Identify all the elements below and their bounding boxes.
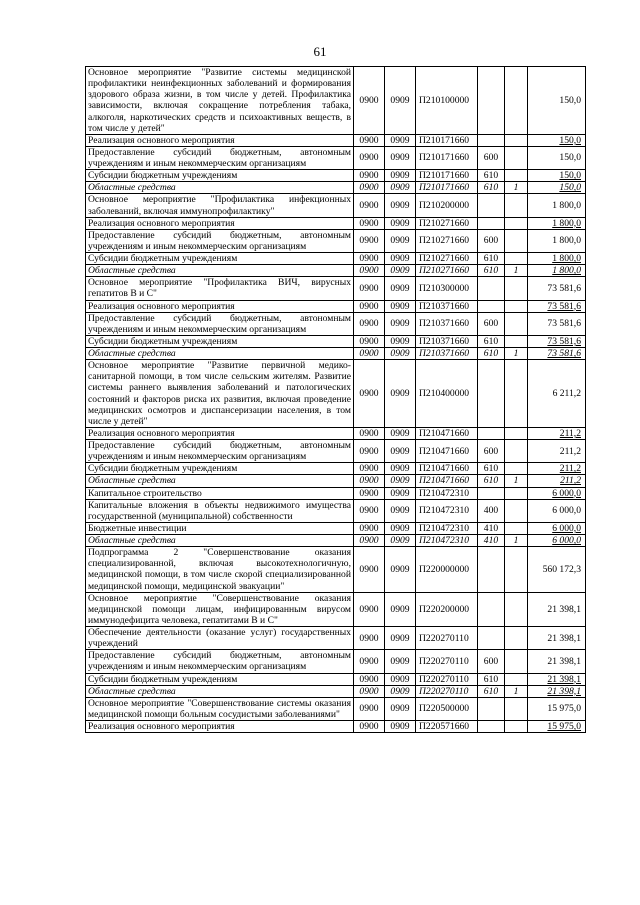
funding-source-code-cell bbox=[505, 522, 528, 534]
table-body bbox=[86, 67, 586, 733]
section-code-cell: 0900 bbox=[354, 348, 385, 360]
subsection-code-cell: 0909 bbox=[385, 253, 416, 265]
target-article-code-cell: П210371660 bbox=[416, 312, 478, 335]
amount-cell: 1 800,0 bbox=[528, 229, 586, 252]
expense-type-code-cell bbox=[478, 360, 505, 428]
funding-source-code-cell: 1 bbox=[505, 182, 528, 194]
amount-cell: 6 000,0 bbox=[528, 499, 586, 522]
section-code-cell: 0900 bbox=[354, 522, 385, 534]
target-article-code-cell: П220270110 bbox=[416, 685, 478, 697]
table-row bbox=[86, 170, 586, 182]
target-article-code-cell: П220000000 bbox=[416, 547, 478, 593]
subsection-code-cell: 0909 bbox=[385, 360, 416, 428]
amount-cell: 21 398,1 bbox=[528, 650, 586, 673]
table-row bbox=[86, 194, 586, 217]
target-article-code-cell: П210171660 bbox=[416, 146, 478, 169]
target-article-code-cell: П210371660 bbox=[416, 300, 478, 312]
expense-type-code-cell bbox=[478, 721, 505, 733]
funding-source-code-cell: 1 bbox=[505, 348, 528, 360]
table-row bbox=[86, 673, 586, 685]
section-code-cell: 0900 bbox=[354, 253, 385, 265]
expense-type-code-cell: 610 bbox=[478, 673, 505, 685]
target-article-code-cell: П210471660 bbox=[416, 440, 478, 463]
item-name-cell: Бюджетные инвестиции bbox=[86, 522, 354, 534]
table-row bbox=[86, 146, 586, 169]
subsection-code-cell: 0909 bbox=[385, 427, 416, 439]
subsection-code-cell: 0909 bbox=[385, 487, 416, 499]
table-row bbox=[86, 475, 586, 487]
funding-source-code-cell bbox=[505, 697, 528, 720]
expense-type-code-cell: 610 bbox=[478, 475, 505, 487]
expense-type-code-cell: 600 bbox=[478, 146, 505, 169]
subsection-code-cell: 0909 bbox=[385, 312, 416, 335]
item-name-cell: Реализация основного мероприятия bbox=[86, 721, 354, 733]
amount-cell: 560 172,3 bbox=[528, 547, 586, 593]
item-name-cell: Предоставление субсидий бюджетным, автономным учреждениям и иным некоммерческим организациям bbox=[86, 229, 354, 252]
expense-type-code-cell bbox=[478, 592, 505, 626]
table-row bbox=[86, 499, 586, 522]
expense-type-code-cell: 610 bbox=[478, 170, 505, 182]
expense-type-code-cell: 610 bbox=[478, 265, 505, 277]
item-name-cell: Предоставление субсидий бюджетным, автономным учреждениям и иным некоммерческим организациям bbox=[86, 650, 354, 673]
subsection-code-cell: 0909 bbox=[385, 134, 416, 146]
table-row bbox=[86, 522, 586, 534]
amount-cell: 211,2 bbox=[528, 475, 586, 487]
subsection-code-cell: 0909 bbox=[385, 650, 416, 673]
amount-cell: 211,2 bbox=[528, 440, 586, 463]
section-code-cell: 0900 bbox=[354, 312, 385, 335]
table-row bbox=[86, 685, 586, 697]
funding-source-code-cell: 1 bbox=[505, 535, 528, 547]
amount-cell: 6 211,2 bbox=[528, 360, 586, 428]
section-code-cell: 0900 bbox=[354, 697, 385, 720]
amount-cell: 15 975,0 bbox=[528, 697, 586, 720]
item-name-cell: Капитальные вложения в объекты недвижимого имущества государственной (муниципальной) собственности bbox=[86, 499, 354, 522]
subsection-code-cell: 0909 bbox=[385, 697, 416, 720]
funding-source-code-cell bbox=[505, 253, 528, 265]
section-code-cell: 0900 bbox=[354, 300, 385, 312]
item-name-cell: Основное мероприятие "Совершенствование системы оказания медицинской помощи больным сосудистыми заболеваниями" bbox=[86, 697, 354, 720]
target-article-code-cell: П210171660 bbox=[416, 134, 478, 146]
amount-cell: 73 581,6 bbox=[528, 335, 586, 347]
item-name-cell: Реализация основного мероприятия bbox=[86, 427, 354, 439]
amount-cell: 21 398,1 bbox=[528, 673, 586, 685]
target-article-code-cell: П210471660 bbox=[416, 463, 478, 475]
subsection-code-cell: 0909 bbox=[385, 182, 416, 194]
item-name-cell: Основное мероприятие "Профилактика ВИЧ, вирусных гепатитов В и С" bbox=[86, 277, 354, 300]
item-name-cell: Областные средства bbox=[86, 348, 354, 360]
table-row bbox=[86, 547, 586, 593]
table-row bbox=[86, 627, 586, 650]
section-code-cell: 0900 bbox=[354, 499, 385, 522]
funding-source-code-cell bbox=[505, 592, 528, 626]
expense-type-code-cell: 410 bbox=[478, 535, 505, 547]
page-number: 61 bbox=[313, 44, 327, 59]
subsection-code-cell: 0909 bbox=[385, 673, 416, 685]
target-article-code-cell: П210400000 bbox=[416, 360, 478, 428]
section-code-cell: 0900 bbox=[354, 535, 385, 547]
target-article-code-cell: П210271660 bbox=[416, 253, 478, 265]
funding-source-code-cell: 1 bbox=[505, 685, 528, 697]
table-row bbox=[86, 335, 586, 347]
expense-type-code-cell: 600 bbox=[478, 312, 505, 335]
item-name-cell: Основное мероприятие "Профилактика инфекционных заболеваний, включая иммунопрофилактику" bbox=[86, 194, 354, 217]
table-row bbox=[86, 265, 586, 277]
section-code-cell: 0900 bbox=[354, 475, 385, 487]
target-article-code-cell: П210472310 bbox=[416, 499, 478, 522]
section-code-cell: 0900 bbox=[354, 134, 385, 146]
funding-source-code-cell: 1 bbox=[505, 475, 528, 487]
table-row bbox=[86, 440, 586, 463]
table-row bbox=[86, 535, 586, 547]
subsection-code-cell: 0909 bbox=[385, 217, 416, 229]
subsection-code-cell: 0909 bbox=[385, 463, 416, 475]
amount-cell: 15 975,0 bbox=[528, 721, 586, 733]
table-row bbox=[86, 360, 586, 428]
item-name-cell: Областные средства bbox=[86, 685, 354, 697]
amount-cell: 211,2 bbox=[528, 427, 586, 439]
subsection-code-cell: 0909 bbox=[385, 475, 416, 487]
expense-type-code-cell: 610 bbox=[478, 182, 505, 194]
amount-cell: 150,0 bbox=[528, 67, 586, 135]
expense-type-code-cell bbox=[478, 627, 505, 650]
section-code-cell: 0900 bbox=[354, 170, 385, 182]
item-name-cell: Предоставление субсидий бюджетным, автономным учреждениям и иным некоммерческим организациям bbox=[86, 312, 354, 335]
amount-cell: 73 581,6 bbox=[528, 312, 586, 335]
subsection-code-cell: 0909 bbox=[385, 592, 416, 626]
section-code-cell: 0900 bbox=[354, 182, 385, 194]
amount-cell: 73 581,6 bbox=[528, 277, 586, 300]
funding-source-code-cell bbox=[505, 360, 528, 428]
table-row bbox=[86, 67, 586, 135]
target-article-code-cell: П210471660 bbox=[416, 427, 478, 439]
funding-source-code-cell bbox=[505, 463, 528, 475]
target-article-code-cell: П210171660 bbox=[416, 170, 478, 182]
section-code-cell: 0900 bbox=[354, 627, 385, 650]
amount-cell: 150,0 bbox=[528, 182, 586, 194]
target-article-code-cell: П220270110 bbox=[416, 673, 478, 685]
target-article-code-cell: П220270110 bbox=[416, 627, 478, 650]
section-code-cell: 0900 bbox=[354, 487, 385, 499]
subsection-code-cell: 0909 bbox=[385, 229, 416, 252]
expense-type-code-cell: 610 bbox=[478, 253, 505, 265]
table-row bbox=[86, 277, 586, 300]
expense-type-code-cell: 610 bbox=[478, 685, 505, 697]
subsection-code-cell: 0909 bbox=[385, 277, 416, 300]
subsection-code-cell: 0909 bbox=[385, 335, 416, 347]
expense-type-code-cell bbox=[478, 427, 505, 439]
target-article-code-cell: П220200000 bbox=[416, 592, 478, 626]
expense-type-code-cell: 610 bbox=[478, 335, 505, 347]
subsection-code-cell: 0909 bbox=[385, 522, 416, 534]
expense-type-code-cell bbox=[478, 547, 505, 593]
target-article-code-cell: П210300000 bbox=[416, 277, 478, 300]
funding-source-code-cell bbox=[505, 194, 528, 217]
subsection-code-cell: 0909 bbox=[385, 300, 416, 312]
funding-source-code-cell bbox=[505, 499, 528, 522]
subsection-code-cell: 0909 bbox=[385, 685, 416, 697]
funding-source-code-cell bbox=[505, 67, 528, 135]
item-name-cell: Основное мероприятие "Совершенствование оказания медицинской помощи лицам, инфицированным вирусом иммунодефицита человека, гепатитами В и С" bbox=[86, 592, 354, 626]
amount-cell: 1 800,0 bbox=[528, 253, 586, 265]
amount-cell: 21 398,1 bbox=[528, 685, 586, 697]
target-article-code-cell: П220500000 bbox=[416, 697, 478, 720]
item-name-cell: Обеспечение деятельности (оказание услуг) государственных учреждений bbox=[86, 627, 354, 650]
expense-type-code-cell bbox=[478, 134, 505, 146]
section-code-cell: 0900 bbox=[354, 547, 385, 593]
item-name-cell: Реализация основного мероприятия bbox=[86, 134, 354, 146]
expense-type-code-cell bbox=[478, 194, 505, 217]
subsection-code-cell: 0909 bbox=[385, 67, 416, 135]
section-code-cell: 0900 bbox=[354, 685, 385, 697]
item-name-cell: Субсидии бюджетным учреждениям bbox=[86, 673, 354, 685]
section-code-cell: 0900 bbox=[354, 146, 385, 169]
target-article-code-cell: П220270110 bbox=[416, 650, 478, 673]
amount-cell: 211,2 bbox=[528, 463, 586, 475]
item-name-cell: Капитальное строительство bbox=[86, 487, 354, 499]
amount-cell: 1 800,0 bbox=[528, 194, 586, 217]
item-name-cell: Областные средства bbox=[86, 475, 354, 487]
expense-type-code-cell bbox=[478, 277, 505, 300]
item-name-cell: Реализация основного мероприятия bbox=[86, 217, 354, 229]
section-code-cell: 0900 bbox=[354, 673, 385, 685]
section-code-cell: 0900 bbox=[354, 440, 385, 463]
table-row bbox=[86, 650, 586, 673]
amount-cell: 6 000,0 bbox=[528, 522, 586, 534]
table-row bbox=[86, 697, 586, 720]
funding-source-code-cell: 1 bbox=[505, 265, 528, 277]
funding-source-code-cell bbox=[505, 673, 528, 685]
subsection-code-cell: 0909 bbox=[385, 547, 416, 593]
target-article-code-cell: П210271660 bbox=[416, 217, 478, 229]
table-row bbox=[86, 182, 586, 194]
funding-source-code-cell bbox=[505, 277, 528, 300]
funding-source-code-cell bbox=[505, 487, 528, 499]
funding-source-code-cell bbox=[505, 650, 528, 673]
section-code-cell: 0900 bbox=[354, 650, 385, 673]
section-code-cell: 0900 bbox=[354, 360, 385, 428]
expense-type-code-cell bbox=[478, 697, 505, 720]
section-code-cell: 0900 bbox=[354, 265, 385, 277]
item-name-cell: Субсидии бюджетным учреждениям bbox=[86, 170, 354, 182]
funding-source-code-cell bbox=[505, 134, 528, 146]
amount-cell: 150,0 bbox=[528, 146, 586, 169]
subsection-code-cell: 0909 bbox=[385, 146, 416, 169]
funding-source-code-cell bbox=[505, 312, 528, 335]
table-row bbox=[86, 312, 586, 335]
funding-source-code-cell bbox=[505, 300, 528, 312]
expense-type-code-cell: 610 bbox=[478, 463, 505, 475]
subsection-code-cell: 0909 bbox=[385, 265, 416, 277]
funding-source-code-cell bbox=[505, 721, 528, 733]
target-article-code-cell: П210200000 bbox=[416, 194, 478, 217]
target-article-code-cell: П220571660 bbox=[416, 721, 478, 733]
amount-cell: 21 398,1 bbox=[528, 627, 586, 650]
item-name-cell: Предоставление субсидий бюджетным, автономным учреждениям и иным некоммерческим организациям bbox=[86, 146, 354, 169]
amount-cell: 150,0 bbox=[528, 170, 586, 182]
funding-source-code-cell bbox=[505, 146, 528, 169]
funding-source-code-cell bbox=[505, 217, 528, 229]
subsection-code-cell: 0909 bbox=[385, 535, 416, 547]
item-name-cell: Предоставление субсидий бюджетным, автономным учреждениям и иным некоммерческим организациям bbox=[86, 440, 354, 463]
item-name-cell: Областные средства bbox=[86, 182, 354, 194]
target-article-code-cell: П210371660 bbox=[416, 335, 478, 347]
subsection-code-cell: 0909 bbox=[385, 170, 416, 182]
funding-source-code-cell bbox=[505, 427, 528, 439]
target-article-code-cell: П210472310 bbox=[416, 522, 478, 534]
target-article-code-cell: П210171660 bbox=[416, 182, 478, 194]
table-row bbox=[86, 229, 586, 252]
item-name-cell: Реализация основного мероприятия bbox=[86, 300, 354, 312]
section-code-cell: 0900 bbox=[354, 427, 385, 439]
section-code-cell: 0900 bbox=[354, 335, 385, 347]
table-row bbox=[86, 463, 586, 475]
amount-cell: 6 000,0 bbox=[528, 535, 586, 547]
amount-cell: 21 398,1 bbox=[528, 592, 586, 626]
table-row bbox=[86, 721, 586, 733]
section-code-cell: 0900 bbox=[354, 463, 385, 475]
target-article-code-cell: П210371660 bbox=[416, 348, 478, 360]
target-article-code-cell: П210271660 bbox=[416, 229, 478, 252]
subsection-code-cell: 0909 bbox=[385, 348, 416, 360]
table-row bbox=[86, 300, 586, 312]
section-code-cell: 0900 bbox=[354, 229, 385, 252]
amount-cell: 6 000,0 bbox=[528, 487, 586, 499]
budget-table bbox=[85, 66, 586, 733]
funding-source-code-cell bbox=[505, 547, 528, 593]
table-row bbox=[86, 487, 586, 499]
expense-type-code-cell: 410 bbox=[478, 522, 505, 534]
expense-type-code-cell bbox=[478, 67, 505, 135]
subsection-code-cell: 0909 bbox=[385, 627, 416, 650]
expense-type-code-cell: 610 bbox=[478, 348, 505, 360]
funding-source-code-cell bbox=[505, 335, 528, 347]
table-row bbox=[86, 134, 586, 146]
item-name-cell: Областные средства bbox=[86, 265, 354, 277]
table-row bbox=[86, 217, 586, 229]
amount-cell: 1 800,0 bbox=[528, 265, 586, 277]
item-name-cell: Основное мероприятие "Развитие первичной медико-санитарной помощи, в том числе сельским жителям. Развитие системы раннего выявления заболеваний и патологических состояний и факторов риска их развития, включая проведение медицинских осмотров и диспансеризации населения, в том числе у детей" bbox=[86, 360, 354, 428]
target-article-code-cell: П210472310 bbox=[416, 535, 478, 547]
subsection-code-cell: 0909 bbox=[385, 440, 416, 463]
subsection-code-cell: 0909 bbox=[385, 194, 416, 217]
target-article-code-cell: П210100000 bbox=[416, 67, 478, 135]
amount-cell: 73 581,6 bbox=[528, 348, 586, 360]
item-name-cell: Субсидии бюджетным учреждениям bbox=[86, 335, 354, 347]
item-name-cell: Основное мероприятие "Развитие системы медицинской профилактики неинфекционных заболеваний и формирования здорового образа жизни, в том числе у детей. Профилактика зависимости, включая сокращение потребления табака, алкоголя, наркотических средств и психоактивных веществ, в том числе у детей" bbox=[86, 67, 354, 135]
funding-source-code-cell bbox=[505, 440, 528, 463]
table-row bbox=[86, 427, 586, 439]
amount-cell: 150,0 bbox=[528, 134, 586, 146]
section-code-cell: 0900 bbox=[354, 67, 385, 135]
table-row bbox=[86, 592, 586, 626]
funding-source-code-cell bbox=[505, 170, 528, 182]
section-code-cell: 0900 bbox=[354, 217, 385, 229]
table-row bbox=[86, 253, 586, 265]
funding-source-code-cell bbox=[505, 627, 528, 650]
expense-type-code-cell bbox=[478, 487, 505, 499]
item-name-cell: Субсидии бюджетным учреждениям bbox=[86, 253, 354, 265]
expense-type-code-cell bbox=[478, 300, 505, 312]
expense-type-code-cell: 400 bbox=[478, 499, 505, 522]
item-name-cell: Областные средства bbox=[86, 535, 354, 547]
table-row bbox=[86, 348, 586, 360]
target-article-code-cell: П210271660 bbox=[416, 265, 478, 277]
section-code-cell: 0900 bbox=[354, 194, 385, 217]
item-name-cell: Субсидии бюджетным учреждениям bbox=[86, 463, 354, 475]
expense-type-code-cell: 600 bbox=[478, 229, 505, 252]
target-article-code-cell: П210471660 bbox=[416, 475, 478, 487]
section-code-cell: 0900 bbox=[354, 721, 385, 733]
section-code-cell: 0900 bbox=[354, 277, 385, 300]
item-name-cell: Подпрограмма 2 "Совершенствование оказания специализированной, включая высокотехнологичную, медицинской помощи, в том числе скорой специализированной медицинской помощи, медицинской эвакуации" bbox=[86, 547, 354, 593]
subsection-code-cell: 0909 bbox=[385, 721, 416, 733]
amount-cell: 1 800,0 bbox=[528, 217, 586, 229]
amount-cell: 73 581,6 bbox=[528, 300, 586, 312]
target-article-code-cell: П210472310 bbox=[416, 487, 478, 499]
funding-source-code-cell bbox=[505, 229, 528, 252]
subsection-code-cell: 0909 bbox=[385, 499, 416, 522]
expense-type-code-cell: 600 bbox=[478, 440, 505, 463]
section-code-cell: 0900 bbox=[354, 592, 385, 626]
expense-type-code-cell bbox=[478, 217, 505, 229]
expense-type-code-cell: 600 bbox=[478, 650, 505, 673]
